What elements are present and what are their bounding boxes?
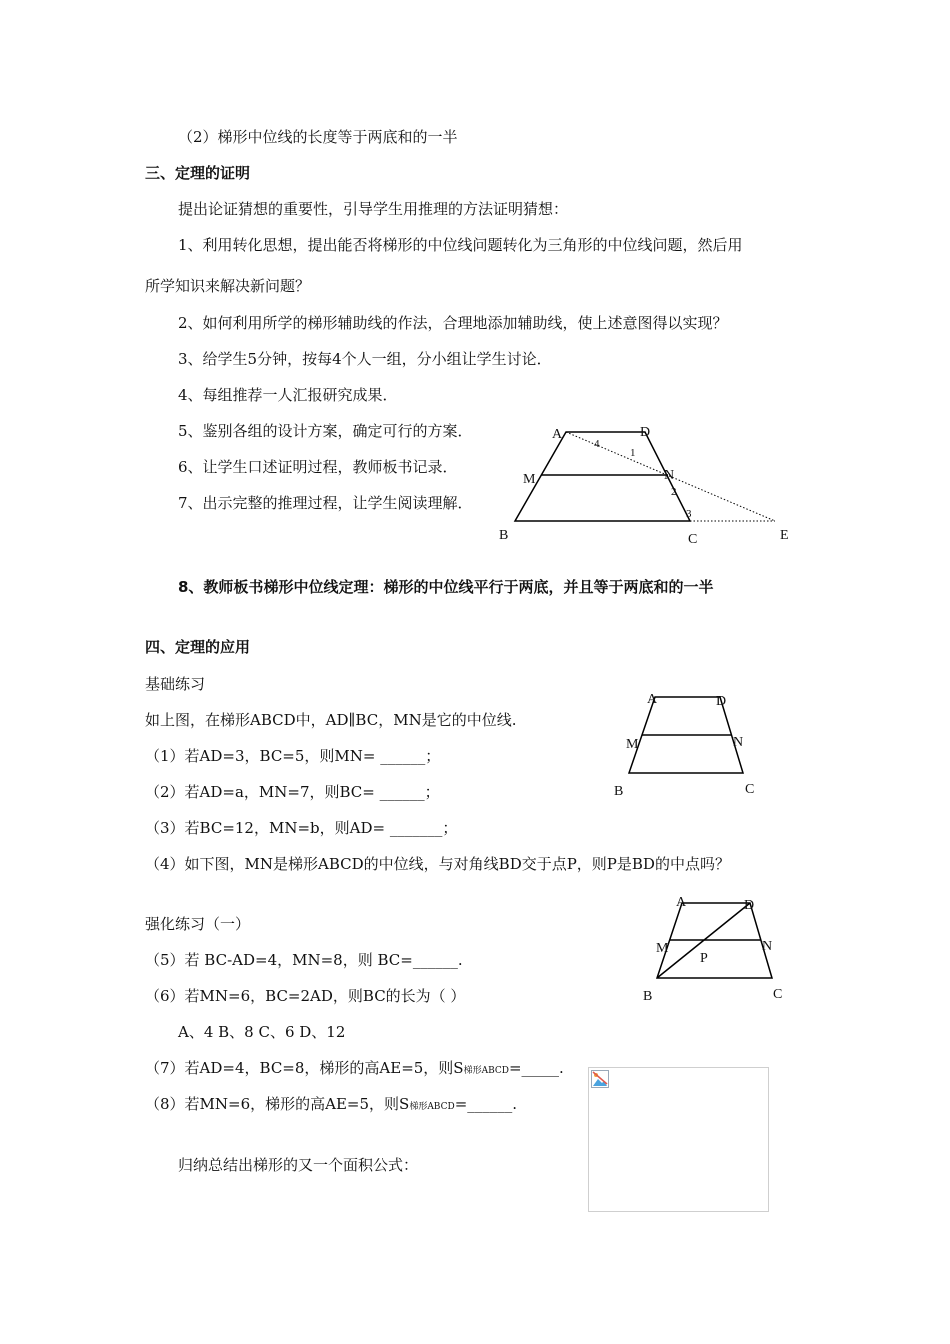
- basic-practice-intro: 如上图，在梯形ABCD中，AD∥BC，MN是它的中位线.: [145, 711, 517, 729]
- section3-heading: 三、定理的证明: [145, 164, 251, 182]
- section4-heading: 四、定理的应用: [145, 638, 251, 656]
- figure1-angle-1: 1: [630, 447, 636, 459]
- figure2-label-D: D: [716, 694, 727, 709]
- figure1-label-E: E: [780, 528, 789, 543]
- question-3: （3）若BC=12，MN=b，则AD= _______；: [145, 819, 458, 837]
- figure1-label-C: C: [688, 532, 698, 547]
- figure3-label-P: P: [700, 951, 708, 966]
- figure3-label-C: C: [773, 987, 783, 1002]
- figure1-label-N: N: [664, 468, 675, 483]
- section3-item6: 6、让学生口述证明过程，教师板书记录．: [178, 458, 458, 476]
- figure1-angle-2: 2: [671, 486, 677, 498]
- section3-item1-line2: 所学知识来解决新问题？: [145, 277, 311, 295]
- question-8-subscript: 梯形ABCD: [409, 1102, 455, 1112]
- figure3-label-D: D: [744, 898, 755, 913]
- theorem-statement: 8、教师板书梯形中位线定理：梯形的中位线平行于两底，并且等于两底和的一半: [178, 578, 714, 596]
- figure2-label-M: M: [626, 737, 639, 752]
- figure3-label-N: N: [762, 939, 773, 954]
- figure3-label-M: M: [656, 941, 669, 956]
- figure1-label-B: B: [499, 528, 509, 543]
- strengthen-practice-title: 强化练习（一）: [145, 915, 251, 933]
- figure2-label-A: A: [647, 692, 658, 707]
- broken-image-icon: [591, 1070, 609, 1088]
- question-8-blank: =______.: [454, 1095, 518, 1113]
- section2-item2: （2）梯形中位线的长度等于两底和的一半: [178, 128, 458, 146]
- figure1-label-A: A: [552, 427, 563, 442]
- figure1-angle-3: 3: [686, 508, 692, 520]
- question-7-text: （7）若AD=4，BC=8，梯形的高AE=5，则S: [145, 1059, 464, 1077]
- figure1-angle-4: 4: [594, 438, 600, 450]
- question-4: （4）如下图，MN是梯形ABCD的中位线，与对角线BD交于点P，则P是BD的中点吗？: [145, 855, 730, 873]
- question-6: （6）若MN=6，BC=2AD，则BC的长为（ ）: [145, 987, 466, 1005]
- area-formula-summary: 归纳总结出梯形的又一个面积公式：: [178, 1156, 419, 1174]
- section3-item1-line1: 1、利用转化思想，提出能否将梯形的中位线问题转化为三角形的中位线问题，然后用: [178, 236, 743, 254]
- question-1: （1）若AD=3，BC=5，则MN= ______；: [145, 747, 441, 765]
- broken-image-placeholder: [588, 1067, 769, 1212]
- figure2-label-B: B: [614, 784, 624, 799]
- basic-practice-title: 基础练习: [145, 675, 206, 693]
- question-5: （5）若 BC-AD=4，MN=8，则 BC=______.: [145, 951, 463, 969]
- figure3-label-A: A: [676, 895, 687, 910]
- question-6-choices: A、4 B、8 C、6 D、12: [178, 1023, 346, 1041]
- section3-item7: 7、出示完整的推理过程，让学生阅读理解．: [178, 494, 473, 512]
- question-2: （2）若AD=a，MN=7，则BC= ______；: [145, 783, 440, 801]
- section3-item5: 5、鉴别各组的设计方案，确定可行的方案．: [178, 422, 473, 440]
- question-7-blank: =_____.: [508, 1059, 564, 1077]
- section3-item2: 2、如何利用所学的梯形辅助线的作法，合理地添加辅助线，使上述意图得以实现？: [178, 314, 728, 332]
- figure2-label-N: N: [733, 735, 744, 750]
- figure2-label-C: C: [745, 782, 755, 797]
- figure1-label-M: M: [523, 472, 536, 487]
- section3-item3: 3、给学生5分钟，按每4个人一组，分小组让学生讨论．: [178, 350, 552, 368]
- question-8-text: （8）若MN=6，梯形的高AE=5，则S: [145, 1095, 410, 1113]
- section3-intro: 提出论证猜想的重要性，引导学生用推理的方法证明猜想：: [178, 200, 569, 218]
- section3-item4: 4、每组推荐一人汇报研究成果．: [178, 386, 398, 404]
- figure1-label-D: D: [640, 425, 651, 440]
- figure3-label-B: B: [643, 989, 653, 1004]
- question-7-subscript: 梯形ABCD: [463, 1066, 509, 1076]
